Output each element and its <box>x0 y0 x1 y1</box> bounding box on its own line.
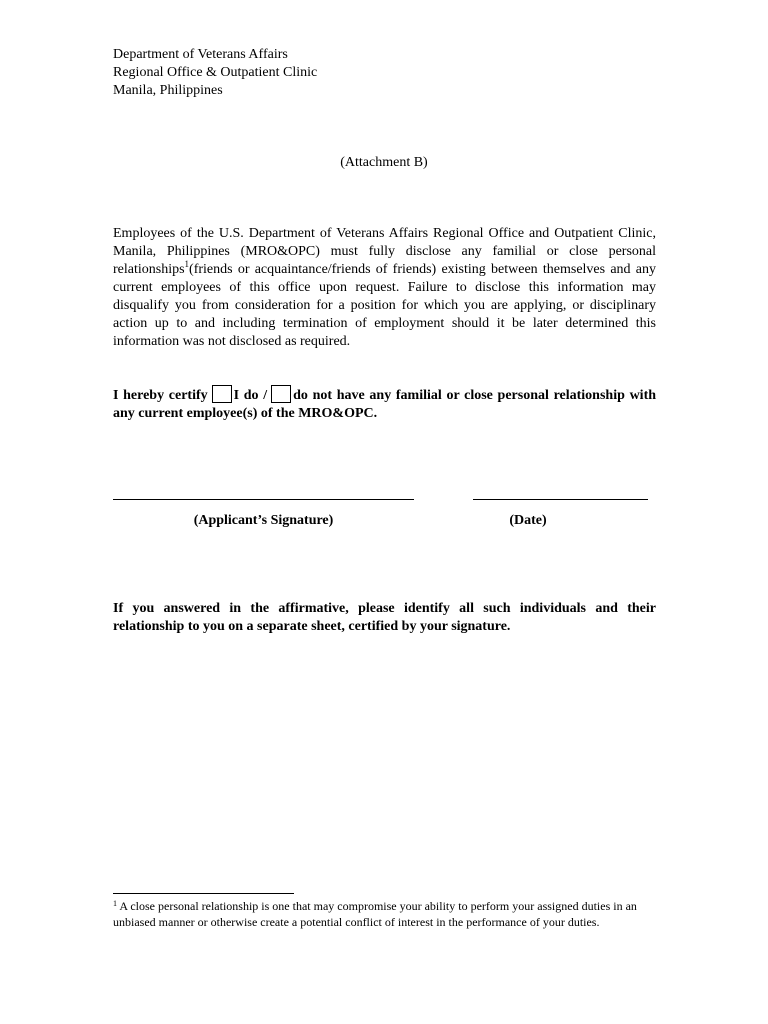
footnote-marker: 1 <box>113 899 117 908</box>
checkbox-do[interactable] <box>212 385 232 403</box>
option-do-label: I do / <box>233 388 268 403</box>
letterhead-department: Department of Veterans Affairs <box>113 47 288 62</box>
certify-prefix: I hereby certify <box>113 388 208 403</box>
footnote-reference: 1 <box>184 259 190 269</box>
footnote-divider <box>113 893 294 894</box>
disclosure-text-end: (friends or acquaintance/friends of friends) existing between themselves and any current employees of this office upon request. Failure to disclose this information may disqualify you from consideration for a position for which you are applying, or disciplinary action up to and including termination of employment should it be later determined this information was not disclosed as required. <box>113 262 656 349</box>
option-do-not-label: do not have any familial or close personal relationship with any current employee(s) of the MRO&OPC. <box>113 388 657 421</box>
applicant-signature-line[interactable] <box>113 499 414 500</box>
applicant-signature-label: (Applicant’s Signature) <box>193 513 334 528</box>
footnote <box>113 898 658 930</box>
date-line[interactable] <box>473 499 648 500</box>
letterhead-office: Regional Office & Outpatient Clinic <box>113 65 318 80</box>
letterhead <box>113 46 317 100</box>
checkbox-do-not[interactable] <box>271 385 291 403</box>
certification-statement <box>113 385 656 423</box>
letterhead-location: Manila, Philippines <box>113 83 223 98</box>
date-label: (Date) <box>509 513 547 528</box>
affirmative-instruction: If you answered in the affirmative, please identify all such individuals and their relationship to you on a separate sheet, certified by your signature. <box>113 601 656 634</box>
disclosure-paragraph <box>113 225 656 351</box>
footnote-text: A close personal relationship is one that may compromise your ability to perform your assigned duties in an unbiased manner or otherwise create a potential conflict of interest in the performance of your duties. <box>113 899 637 929</box>
attachment-label: (Attachment B) <box>340 155 428 170</box>
disclosure-text-start: Employees of the U.S. Department of Veterans Affairs Regional Office and Outpatient Clinic, Manila, Philippines (MRO&OPC) must fully disclose any familial or close personal relationships <box>113 226 656 277</box>
